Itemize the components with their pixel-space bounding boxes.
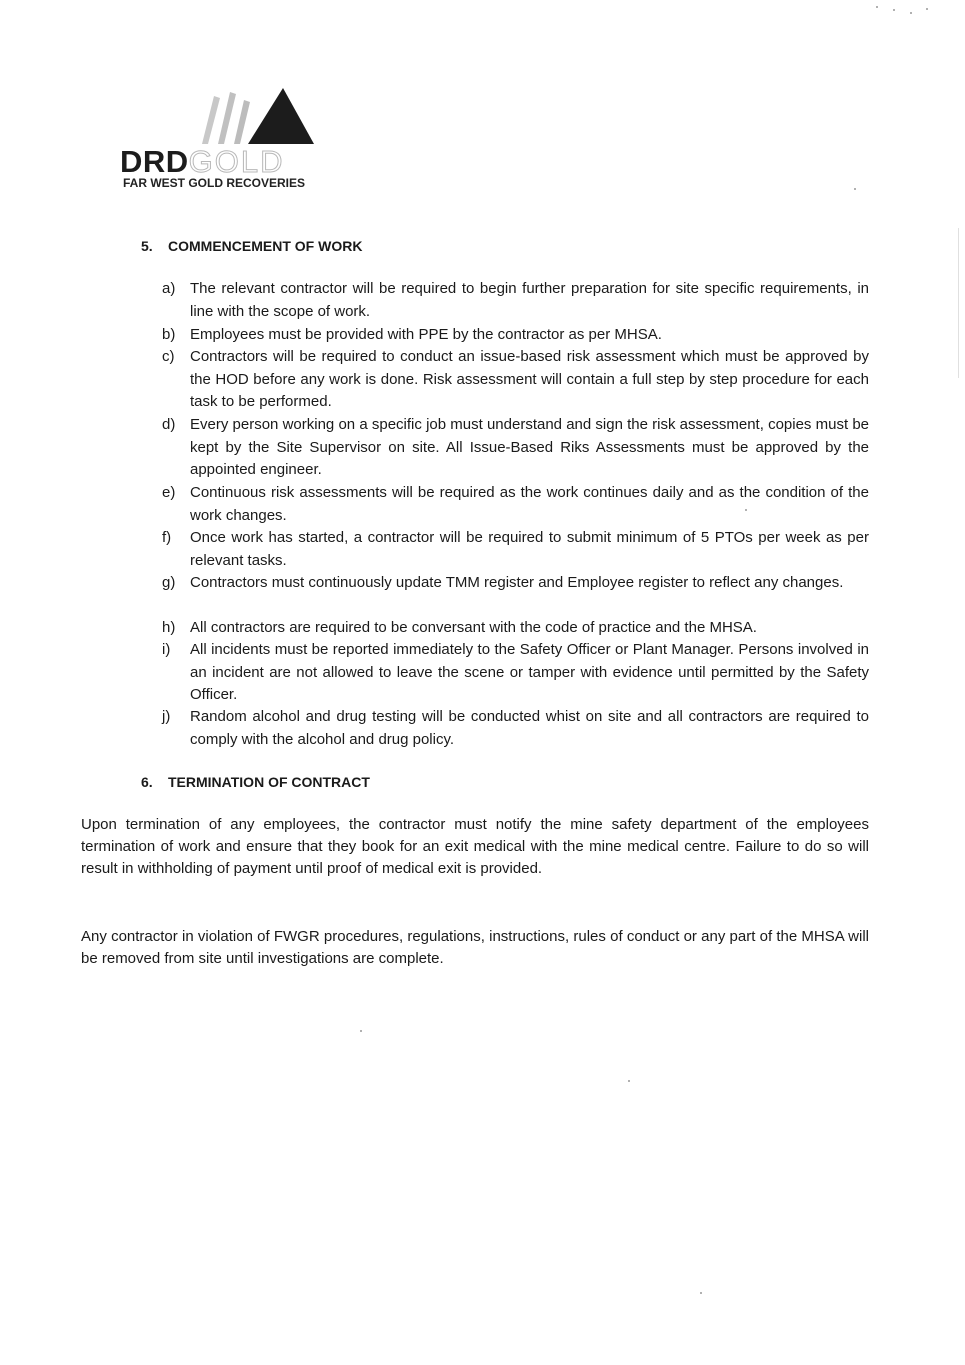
list-item <box>162 527 869 572</box>
scan-speck <box>910 12 912 14</box>
list-item-text: Continuous risk assessments will be required as the work continues daily and as the condition of the work changes. <box>190 484 869 524</box>
section-number: 6. <box>141 774 153 790</box>
section-title: COMMENCEMENT OF WORK <box>168 238 363 254</box>
termination-paragraph: Upon termination of any employees, the contractor must notify the mine safety department of the employees termination of work and ensure that they book for an exit medical with the mine medical centre. Failure to do so will result in withholding of payment until proof of medical exit is provided. <box>81 816 869 877</box>
scan-speck <box>360 1030 362 1032</box>
scan-speck <box>926 8 928 10</box>
list-item-text: Contractors must continuously update TMM register and Employee register to reflect any changes. <box>190 574 844 591</box>
scan-speck <box>854 188 856 190</box>
list-item-letter: b) <box>162 326 176 343</box>
list-item <box>162 278 869 323</box>
list-item-text: Employees must be provided with PPE by the contractor as per MHSA. <box>190 326 662 343</box>
list-item-text: All incidents must be reported immediately to the Safety Officer or Plant Manager. Persons involved in an incident are not allowed to leave the scene or tamper with evidence until permitted by the Safety Officer. <box>190 641 869 703</box>
scan-speck <box>700 1292 702 1294</box>
list-item-letter: j) <box>162 708 171 725</box>
list-item <box>162 617 869 640</box>
list-item <box>162 706 869 751</box>
scan-speck <box>876 6 878 8</box>
list-item-letter: f) <box>162 529 172 546</box>
list-item-letter: i) <box>162 641 171 658</box>
list-item-text: The relevant contractor will be required to begin further preparation for site specific requirements, in line with the scope of work. <box>190 280 869 320</box>
list-item-letter: g) <box>162 574 176 591</box>
scan-speck <box>628 1080 630 1082</box>
list-item <box>162 482 869 527</box>
list-item-letter: a) <box>162 280 176 297</box>
list-item <box>162 639 869 707</box>
logo-wordmark <box>120 146 285 177</box>
list-item-text: Contractors will be required to conduct an issue-based risk assessment which must be approved by the HOD before any work is done. Risk assessment will contain a full step by step procedure for each task to be performed. <box>190 348 869 410</box>
list-item-letter: e) <box>162 484 176 501</box>
logo-subtitle: FAR WEST GOLD RECOVERIES <box>123 176 306 190</box>
list-item <box>162 346 869 414</box>
logo-brand-light: GOLD <box>188 144 285 179</box>
section-heading-termination <box>141 774 370 790</box>
list-item-text: All contractors are required to be conversant with the code of practice and the MHSA. <box>190 619 757 636</box>
list-item-text: Every person working on a specific job must understand and sign the risk assessment, copies must be kept by the Site Supervisor on site. All Issue-Based Riks Assessments must be approved by the appointed engineer. <box>190 416 869 478</box>
logo-brand-bold: DRD <box>120 144 189 179</box>
section-heading-commencement <box>141 238 362 254</box>
list-item <box>162 572 869 595</box>
logo-mark-icon <box>180 86 320 146</box>
list-item <box>162 324 869 347</box>
scan-speck <box>893 9 895 11</box>
list-item-text: Once work has started, a contractor will be required to submit minimum of 5 PTOs per week as per relevant tasks. <box>190 529 869 569</box>
list-item <box>162 414 869 482</box>
list-item-letter: c) <box>162 348 175 365</box>
scan-speck <box>745 509 747 511</box>
section-number: 5. <box>141 238 153 254</box>
list-item-text: Random alcohol and drug testing will be conducted whist on site and all contractors are required to comply with the alcohol and drug policy. <box>190 708 869 748</box>
company-logo <box>120 84 330 194</box>
section-title: TERMINATION OF CONTRACT <box>168 774 370 790</box>
list-item-letter: h) <box>162 619 176 636</box>
violation-paragraph: Any contractor in violation of FWGR procedures, regulations, instructions, rules of conduct or any part of the MHSA will be removed from site until investigations are complete. <box>81 928 869 967</box>
list-item-letter: d) <box>162 416 176 433</box>
scan-edge-line <box>958 228 959 378</box>
